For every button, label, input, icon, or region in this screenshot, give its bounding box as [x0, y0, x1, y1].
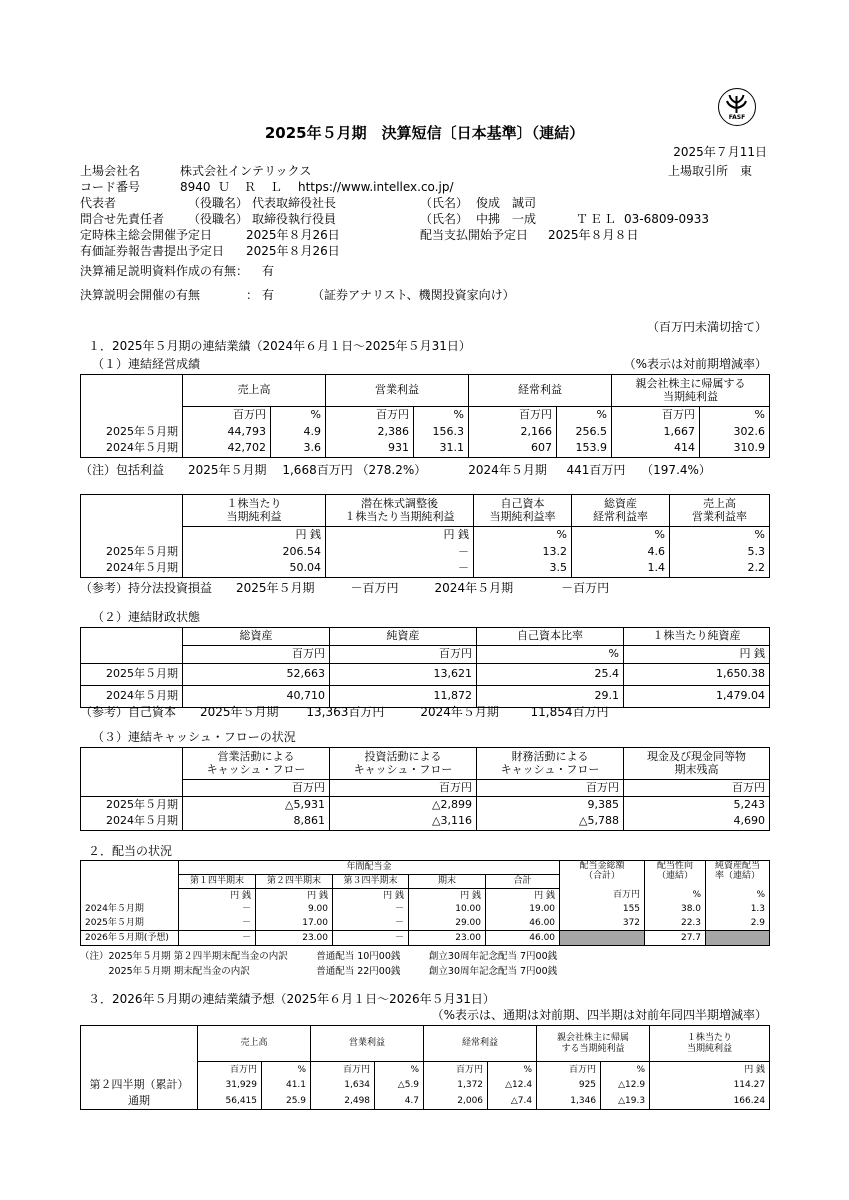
header-operating-cf: 営業活動による キャッシュ・フロー — [183, 748, 330, 780]
cell: 27.7 — [645, 931, 706, 946]
cell: 4,690 — [624, 814, 770, 831]
briefing-value: 有 — [262, 288, 275, 302]
dividend-note-2: 2025年５月期 期末配当金の内訳 普通配当 22円00銭 創立30周年記念配当 7円00銭 — [80, 966, 558, 977]
table-row — [81, 1094, 770, 1110]
table-row — [81, 1078, 770, 1094]
cell: 29.00 — [409, 917, 486, 931]
unit: 円 銭 — [256, 889, 333, 903]
cell: 302.6 — [700, 424, 770, 441]
header-q3: 第３四半期末 — [333, 875, 409, 889]
agm-label: 定時株主総会開催予定日 — [80, 228, 213, 242]
header-investing-cf: 投資活動による キャッシュ・フロー — [330, 748, 477, 780]
row-label: 2024年５月期 — [81, 561, 183, 578]
cell: 414 — [612, 441, 700, 458]
rep-title: 代表取締役社長 — [252, 196, 337, 210]
row-label: 2025年５月期 — [81, 544, 183, 561]
header-operating-income: 営業利益 — [326, 375, 469, 407]
section1-heading: １．2025年５月期の連結業績（2024年６月１日～2025年５月31日） — [88, 339, 471, 353]
unit: % — [477, 646, 624, 664]
cell: △12.4 — [488, 1078, 537, 1094]
exchange: 上場取引所 東 — [668, 164, 753, 178]
header-total: 合計 — [486, 875, 560, 889]
page-title: 2025年５月期 決算短信〔日本基準〕（連結） — [264, 124, 585, 142]
per-share-table — [80, 494, 770, 578]
cell: 25.9 — [262, 1094, 311, 1110]
row-label: 通期 — [81, 1094, 198, 1110]
unit: 円 銭 — [409, 889, 486, 903]
row-label: 2025年５月期 — [81, 664, 183, 686]
contact-name: 中拂 一成 — [476, 212, 537, 226]
unit: % — [262, 1062, 311, 1078]
cell: － — [333, 903, 409, 917]
cell: △7.4 — [488, 1094, 537, 1110]
unit: % — [271, 407, 326, 424]
section3-heading: ３．2026年５月期の連結業績予想（2025年６月１日～2026年５月31日） — [88, 992, 495, 1006]
cell: 2.9 — [706, 917, 770, 931]
cell: 931 — [326, 441, 414, 458]
table-row — [81, 931, 770, 946]
header-net-income: 親会社株主に帰属 する当期純利益 — [537, 1026, 650, 1062]
contact-name-label: （氏名） — [420, 212, 469, 226]
cell: 1,346 — [537, 1094, 601, 1110]
cell-shaded — [560, 931, 645, 946]
code-label: コード番号 — [80, 180, 141, 194]
rep-name-label: （氏名） — [420, 196, 469, 210]
header-roa: 総資産 経常利益率 — [572, 495, 670, 527]
header-equity-ratio: 自己資本比率 — [477, 628, 624, 646]
section1-sub3: （３）連結キャッシュ・フローの状況 — [92, 730, 296, 744]
cell: 166.24 — [650, 1094, 770, 1110]
url-label: ＵＲＬ — [218, 180, 297, 194]
table-row — [81, 797, 770, 814]
cell: 153.9 — [557, 441, 612, 458]
header-sales: 売上高 — [198, 1026, 311, 1062]
header-financing-cf: 財務活動による キャッシュ・フロー — [477, 748, 624, 780]
cell: 4.6 — [572, 544, 670, 561]
section3-pct-note: （%表示は、通期は対前期、四半期は対前年同四半期増減率） — [431, 1008, 767, 1022]
table-row — [81, 917, 770, 931]
unit: 円 銭 — [650, 1062, 770, 1078]
cell: 2,166 — [469, 424, 557, 441]
cell: 925 — [537, 1078, 601, 1094]
cell: 29.1 — [477, 686, 624, 708]
header-eps: １株当たり 当期純利益 — [183, 495, 326, 527]
dividend-note-1: （注）2025年５月期 第２四半期末配当金の内訳 普通配当 10円00銭 創立30周年記念配当 7円00銭 — [80, 951, 558, 962]
unit: 百万円 — [183, 407, 271, 424]
cell: 44,793 — [183, 424, 271, 441]
cell: － — [326, 561, 474, 578]
unit: 百万円 — [311, 1062, 375, 1078]
row-label: 第２四半期（累計） — [81, 1078, 198, 1094]
cell: 13.2 — [474, 544, 572, 561]
comprehensive-income-note: （注）包括利益 2025年５月期 1,668百万円 （278.2%） 2024年５月期 441百万円 （197.4%） — [80, 463, 711, 477]
unit: 円 銭 — [333, 889, 409, 903]
unit: 百万円 — [560, 889, 645, 903]
supplementary-value: 有 — [262, 264, 275, 278]
table-row — [81, 424, 770, 441]
cell: － — [326, 544, 474, 561]
fasf-logo — [718, 88, 756, 126]
table-row — [81, 561, 770, 578]
row-label: 2024年５月期 — [81, 903, 179, 917]
cell: 25.4 — [477, 664, 624, 686]
row-label: 2025年５月期 — [81, 797, 183, 814]
cell: 46.00 — [486, 917, 560, 931]
cell: △12.9 — [601, 1078, 650, 1094]
cell: － — [333, 917, 409, 931]
forecast-table — [80, 1025, 770, 1110]
cell: － — [179, 917, 256, 931]
representative-label: 代表者 — [80, 196, 117, 210]
unit: 円 銭 — [326, 527, 474, 544]
unit: 百万円 — [198, 1062, 262, 1078]
cell: 2,498 — [311, 1094, 375, 1110]
tel-value: 03-6809-0933 — [624, 212, 710, 226]
cell: － — [179, 903, 256, 917]
cell: 38.0 — [645, 903, 706, 917]
cell: 1,479.04 — [624, 686, 770, 708]
cell: 56,415 — [198, 1094, 262, 1110]
agm-date: 2025年８月26日 — [246, 228, 340, 242]
rep-name: 俊成 誠司 — [476, 196, 537, 210]
unit: 円 銭 — [183, 527, 326, 544]
cell: － — [333, 931, 409, 946]
cell: 31.1 — [414, 441, 469, 458]
section1-sub2: （２）連結財政状態 — [92, 610, 201, 624]
row-label: 2025年５月期 — [81, 424, 183, 441]
header-net-income: 親会社株主に帰属する 当期純利益 — [612, 375, 770, 407]
header-q1: 第１四半期末 — [179, 875, 256, 889]
company-name: 株式会社インテリックス — [180, 164, 312, 178]
unit-note: （百万円未満切捨て） — [646, 320, 767, 334]
unit: % — [572, 527, 670, 544]
header-operating-income: 営業利益 — [311, 1026, 424, 1062]
cell: 372 — [560, 917, 645, 931]
unit: % — [557, 407, 612, 424]
cell: 19.00 — [486, 903, 560, 917]
header-diluted-eps: 潜在株式調整後 １株当たり当期純利益 — [326, 495, 474, 527]
header-op-margin: 売上高 営業利益率 — [670, 495, 770, 527]
contact-title-label: （役職名） — [188, 212, 249, 226]
own-equity-note: （参考）自己資本 2025年５月期 13,363百万円 2024年５月期 11,854百万円 — [80, 705, 609, 719]
header-cash-balance: 現金及び現金同等物 期末残高 — [624, 748, 770, 780]
unit: % — [700, 407, 770, 424]
company-name-label: 上場会社名 — [80, 164, 141, 178]
section1-pct-note: （%表示は対前期増減率） — [623, 357, 767, 371]
cell: 17.00 — [256, 917, 333, 931]
table-row — [81, 903, 770, 917]
unit: 百万円 — [612, 407, 700, 424]
row-label: 2025年５月期 — [81, 917, 179, 931]
cell: 31,929 — [198, 1078, 262, 1094]
cell: 2.2 — [670, 561, 770, 578]
cell: 1,667 — [612, 424, 700, 441]
cell: 23.00 — [409, 931, 486, 946]
release-date: 2025年７月11日 — [673, 145, 767, 159]
unit: 円 銭 — [486, 889, 560, 903]
unit: 百万円 — [330, 780, 477, 797]
cell: 11,872 — [330, 686, 477, 708]
cell: △19.3 — [601, 1094, 650, 1110]
unit: % — [414, 407, 469, 424]
cell: 52,663 — [183, 664, 330, 686]
unit: 百万円 — [469, 407, 557, 424]
cell: 8,861 — [183, 814, 330, 831]
cell: － — [179, 931, 256, 946]
cell: 9,385 — [477, 797, 624, 814]
cell: 4.9 — [271, 424, 326, 441]
cell: 46.00 — [486, 931, 560, 946]
unit: % — [706, 889, 770, 903]
rep-title-label: （役職名） — [188, 196, 249, 210]
row-label: 2024年５月期 — [81, 686, 183, 708]
section1-sub1: （１）連結経営成績 — [92, 357, 201, 371]
header-sales: 売上高 — [183, 375, 326, 407]
cell: 5.3 — [670, 544, 770, 561]
cell: 156.3 — [414, 424, 469, 441]
code-value: 8940 — [180, 180, 211, 194]
unit: 百万円 — [624, 780, 770, 797]
securities-report-date: 2025年８月26日 — [246, 244, 340, 258]
cell: 13,621 — [330, 664, 477, 686]
unit: 百万円 — [477, 780, 624, 797]
table-row — [81, 814, 770, 831]
financial-position-table — [80, 627, 770, 708]
dividend-start-label: 配当支払開始予定日 — [420, 228, 529, 242]
supplementary-label: 決算補足説明資料作成の有無： — [80, 264, 249, 278]
header-roe: 自己資本 当期純利益率 — [474, 495, 572, 527]
cell: 22.3 — [645, 917, 706, 931]
unit: 百万円 — [330, 646, 477, 664]
cell: 5,243 — [624, 797, 770, 814]
header-total-assets: 総資産 — [183, 628, 330, 646]
cell: △5,788 — [477, 814, 624, 831]
header-ordinary-income: 経常利益 — [424, 1026, 537, 1062]
cell: 23.00 — [256, 931, 333, 946]
unit: 百万円 — [183, 780, 330, 797]
unit: % — [474, 527, 572, 544]
cell: 1,634 — [311, 1078, 375, 1094]
cell: 50.04 — [183, 561, 326, 578]
cell: 40,710 — [183, 686, 330, 708]
cell: 2,386 — [326, 424, 414, 441]
cell: 256.5 — [557, 424, 612, 441]
cell: 114.27 — [650, 1078, 770, 1094]
header-bps: １株当たり純資産 — [624, 628, 770, 646]
cell: △5,931 — [183, 797, 330, 814]
section2-heading: ２．配当の状況 — [88, 844, 173, 858]
unit: % — [670, 527, 770, 544]
table-row — [81, 664, 770, 686]
unit: 百万円 — [424, 1062, 488, 1078]
cell: △2,899 — [330, 797, 477, 814]
header-doe: 純資産配当 率（連結） — [706, 861, 770, 889]
cell: 310.9 — [700, 441, 770, 458]
row-label: 2026年５月期(予想) — [81, 931, 179, 946]
cell-shaded — [706, 931, 770, 946]
contact-label: 問合せ先責任者 — [80, 212, 165, 226]
unit: 百万円 — [183, 646, 330, 664]
url-value: https://www.intellex.co.jp/ — [298, 180, 454, 194]
tel-label: ＴＥＬ — [576, 212, 619, 226]
cell: 1,650.38 — [624, 664, 770, 686]
header-ordinary-income: 経常利益 — [469, 375, 612, 407]
unit: 百万円 — [326, 407, 414, 424]
cell: 10.00 — [409, 903, 486, 917]
unit: % — [645, 889, 706, 903]
header-eps: １株当たり 当期純利益 — [650, 1026, 770, 1062]
dividend-start-date: 2025年８月８日 — [548, 228, 639, 242]
unit: % — [375, 1062, 424, 1078]
securities-report-label: 有価証券報告書提出予定日 — [80, 244, 225, 258]
briefing-colon: ： — [246, 288, 259, 302]
header-annual-dividend: 年間配当金 — [179, 861, 560, 875]
cell: 2,006 — [424, 1094, 488, 1110]
header-year-end: 期末 — [409, 875, 486, 889]
cell: 3.5 — [474, 561, 572, 578]
header-net-assets: 純資産 — [330, 628, 477, 646]
cell: 4.7 — [375, 1094, 424, 1110]
logo-text: FASF — [728, 114, 746, 121]
briefing-label: 決算説明会開催の有無 — [80, 288, 201, 302]
table-row — [81, 544, 770, 561]
cell: 41.1 — [262, 1078, 311, 1094]
cell: 42,702 — [183, 441, 271, 458]
row-label: 2024年５月期 — [81, 814, 183, 831]
header-payout-ratio: 配当性向 （連結） — [645, 861, 706, 889]
equity-method-note: （参考）持分法投資損益 2025年５月期 －百万円 2024年５月期 －百万円 — [80, 581, 610, 595]
header-dividend-total: 配当金総額 （合計） — [560, 861, 645, 889]
cell: 9.00 — [256, 903, 333, 917]
contact-title: 取締役執行役員 — [252, 212, 337, 226]
cell: 155 — [560, 903, 645, 917]
table-row — [81, 441, 770, 458]
header-q2: 第２四半期末 — [256, 875, 333, 889]
cell: △3,116 — [330, 814, 477, 831]
unit: 百万円 — [537, 1062, 601, 1078]
unit: % — [601, 1062, 650, 1078]
briefing-note: （証券アナリスト、機関投資家向け） — [312, 288, 515, 302]
unit: 円 銭 — [179, 889, 256, 903]
row-label: 2024年５月期 — [81, 441, 183, 458]
cell: 206.54 — [183, 544, 326, 561]
unit: % — [488, 1062, 537, 1078]
operating-results-table — [80, 374, 770, 458]
dividend-table — [80, 860, 770, 946]
cell: △5.9 — [375, 1078, 424, 1094]
cash-flow-table — [80, 747, 770, 831]
cell: 1.3 — [706, 903, 770, 917]
cell: 1.4 — [572, 561, 670, 578]
cell: 607 — [469, 441, 557, 458]
unit: 円 銭 — [624, 646, 770, 664]
cell: 1,372 — [424, 1078, 488, 1094]
cell: 3.6 — [271, 441, 326, 458]
